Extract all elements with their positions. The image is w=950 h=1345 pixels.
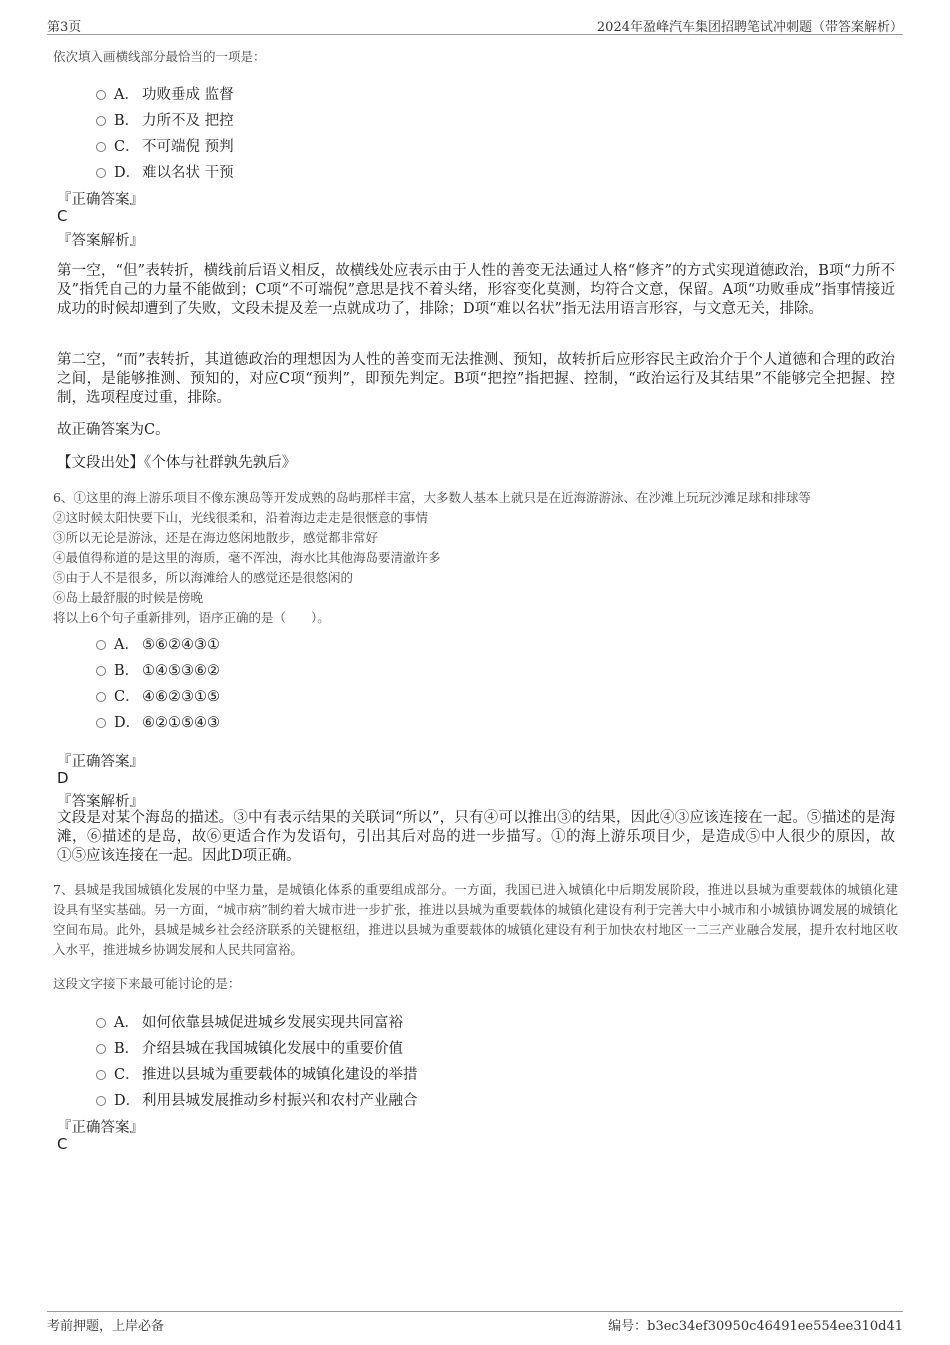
q6-option-b[interactable]: B． ①④⑤③⑥② bbox=[96, 659, 220, 680]
q7-answer-label: 『正确答案』 bbox=[57, 1120, 144, 1136]
q6-line-3: ③所以无论是游泳，还是在海边悠闲地散步，感觉都非常好 bbox=[53, 530, 379, 545]
q7-text: 7、县城是我国城镇化发展的中坚力量，是城镇化体系的重要组成部分。一方面，我国已进入城镇化中后期发展阶段，推进以县城为重要载体的城镇化建设具有坚实基础。另一方面，“城市病”制约着大城市进一步扩张，推进以县城为重要载体的城镇化建设有利于完善大中小城市和小城镇协调发展的城镇化空间布局。此外，县城是城乡社会经济联系的关键枢纽，推进以县城为重要载体的城镇化建设有利于加快农村地区一二三产业融合发展，提升农村地区收入水平，推进城乡协调发展和人民共同富裕。 bbox=[53, 882, 898, 957]
radio-icon[interactable] bbox=[96, 1044, 106, 1054]
radio-icon[interactable] bbox=[96, 142, 106, 152]
q6-option-d[interactable]: D． ⑥②①⑤④③ bbox=[96, 711, 220, 732]
q6-option-c[interactable]: C． ④⑥②③①⑤ bbox=[96, 685, 220, 706]
radio-icon[interactable] bbox=[96, 1070, 106, 1080]
q5-option-b[interactable]: B． 力所不及 把控 bbox=[96, 109, 234, 130]
q6-analysis: 文段是对某个海岛的描述。③中有表示结果的关联词“所以”，只有④可以推出③的结果，因此④③应该连接在一起。⑤描述的是海滩，⑥描述的是岛，故⑥更适合作为发语句，引出其后对岛的进一步描写。①的海上游乐项目少，是造成⑤中人很少的原因，故①⑤应该连接在一起。因此D项正确。 bbox=[57, 810, 895, 864]
radio-icon[interactable] bbox=[96, 1018, 106, 1028]
q5-analysis-paragraph-2: 第二空，“而”表转折，其道德政治的理想因为人性的善变而无法推测、预知，故转折后应形容民主政治介于个人道德和合理的政治之间，是能够推测、预知的，对应C项“预判”，即预先判定。B项“把控”指把握、控制，“政治运行及其结果”不能够完全把握、控制，选项程度过重，排除。 bbox=[57, 352, 895, 406]
q5-option-d[interactable]: D． 难以名状 干预 bbox=[96, 161, 234, 182]
page-header bbox=[47, 14, 903, 35]
page-number: 第3页 bbox=[47, 20, 82, 35]
footer-slogan: 考前押题，上岸必备 bbox=[47, 1319, 165, 1334]
q6-answer-label: 『正确答案』 bbox=[57, 754, 144, 770]
radio-icon[interactable] bbox=[96, 718, 106, 728]
q5-analysis-label: 『答案解析』 bbox=[57, 233, 144, 249]
q5-answer-label: 『正确答案』 bbox=[57, 192, 144, 208]
page-footer bbox=[47, 1311, 903, 1336]
q6-line-6: ⑥岛上最舒服的时候是傍晚 bbox=[53, 590, 204, 605]
radio-icon[interactable] bbox=[96, 692, 106, 702]
radio-icon[interactable] bbox=[96, 168, 106, 178]
q7-option-a[interactable]: A． 如何依靠县城促进城乡发展实现共同富裕 bbox=[96, 1011, 403, 1032]
q6-analysis-label: 『答案解析』 bbox=[57, 794, 144, 810]
q6-line-1: 6、①这里的海上游乐项目不像东澳岛等开发成熟的岛屿那样丰富，大多数人基本上就只是在近海游游泳、在沙滩上玩玩沙滩足球和排球等 bbox=[53, 490, 811, 505]
q5-option-c[interactable]: C． 不可端倪 预判 bbox=[96, 135, 234, 156]
q5-analysis-paragraph-1: 第一空，“但”表转折，横线前后语义相反，故横线处应表示由于人性的善变无法通过人格“修齐”的方式实现道德政治，B项“力所不及”指凭自己的力量不能做到；C项“不可端倪”意思是找不着头绪，形容变化莫测，均符合文意，保留。A项“功败垂成”指事情接近成功的时候却遭到了失败，文段未提及差一点就成功了，排除；D项“难以名状”指无法用语言形容，与文意无关，排除。 bbox=[57, 263, 895, 317]
q7-answer: C bbox=[57, 1135, 68, 1153]
q6-option-a[interactable]: A． ⑤⑥②④③① bbox=[96, 633, 220, 654]
q5-source: 【文段出处】《个体与社群孰先孰后》 bbox=[57, 455, 297, 471]
radio-icon[interactable] bbox=[96, 90, 106, 100]
q6-line-2: ②这时候太阳快要下山，光线很柔和，沿着海边走走是很惬意的事情 bbox=[53, 510, 429, 525]
q5-prompt: 依次填入画横线部分最恰当的一项是： bbox=[53, 49, 266, 64]
document-code: 编号：b3ec34ef30950c46491ee554ee310d41 bbox=[608, 1319, 903, 1334]
q6-line-5: ⑤由于人不是很多，所以海滩给人的感觉还是很悠闲的 bbox=[53, 570, 354, 585]
radio-icon[interactable] bbox=[96, 116, 106, 126]
q5-answer: C bbox=[57, 207, 68, 225]
q7-prompt: 这段文字接下来最可能讨论的是： bbox=[53, 976, 241, 991]
q6-prompt: 将以上6个句子重新排列，语序正确的是（ ）。 bbox=[53, 610, 330, 625]
radio-icon[interactable] bbox=[96, 1096, 106, 1106]
document-title: 2024年盈峰汽车集团招聘笔试冲刺题（带答案解析） bbox=[596, 20, 903, 35]
q7-option-d[interactable]: D． 利用县城发展推动乡村振兴和农村产业融合 bbox=[96, 1089, 418, 1110]
q5-option-a[interactable]: A． 功败垂成 监督 bbox=[96, 83, 234, 104]
radio-icon[interactable] bbox=[96, 666, 106, 676]
q6-line-4: ④最值得称道的是这里的海质，毫不浑浊，海水比其他海岛要清澈许多 bbox=[53, 550, 441, 565]
q5-analysis-conclusion: 故正确答案为C。 bbox=[57, 422, 170, 438]
q7-option-b[interactable]: B． 介绍县城在我国城镇化发展中的重要价值 bbox=[96, 1037, 403, 1058]
radio-icon[interactable] bbox=[96, 640, 106, 650]
q7-option-c[interactable]: C． 推进以县城为重要载体的城镇化建设的举措 bbox=[96, 1063, 418, 1084]
q6-answer: D bbox=[57, 769, 69, 787]
